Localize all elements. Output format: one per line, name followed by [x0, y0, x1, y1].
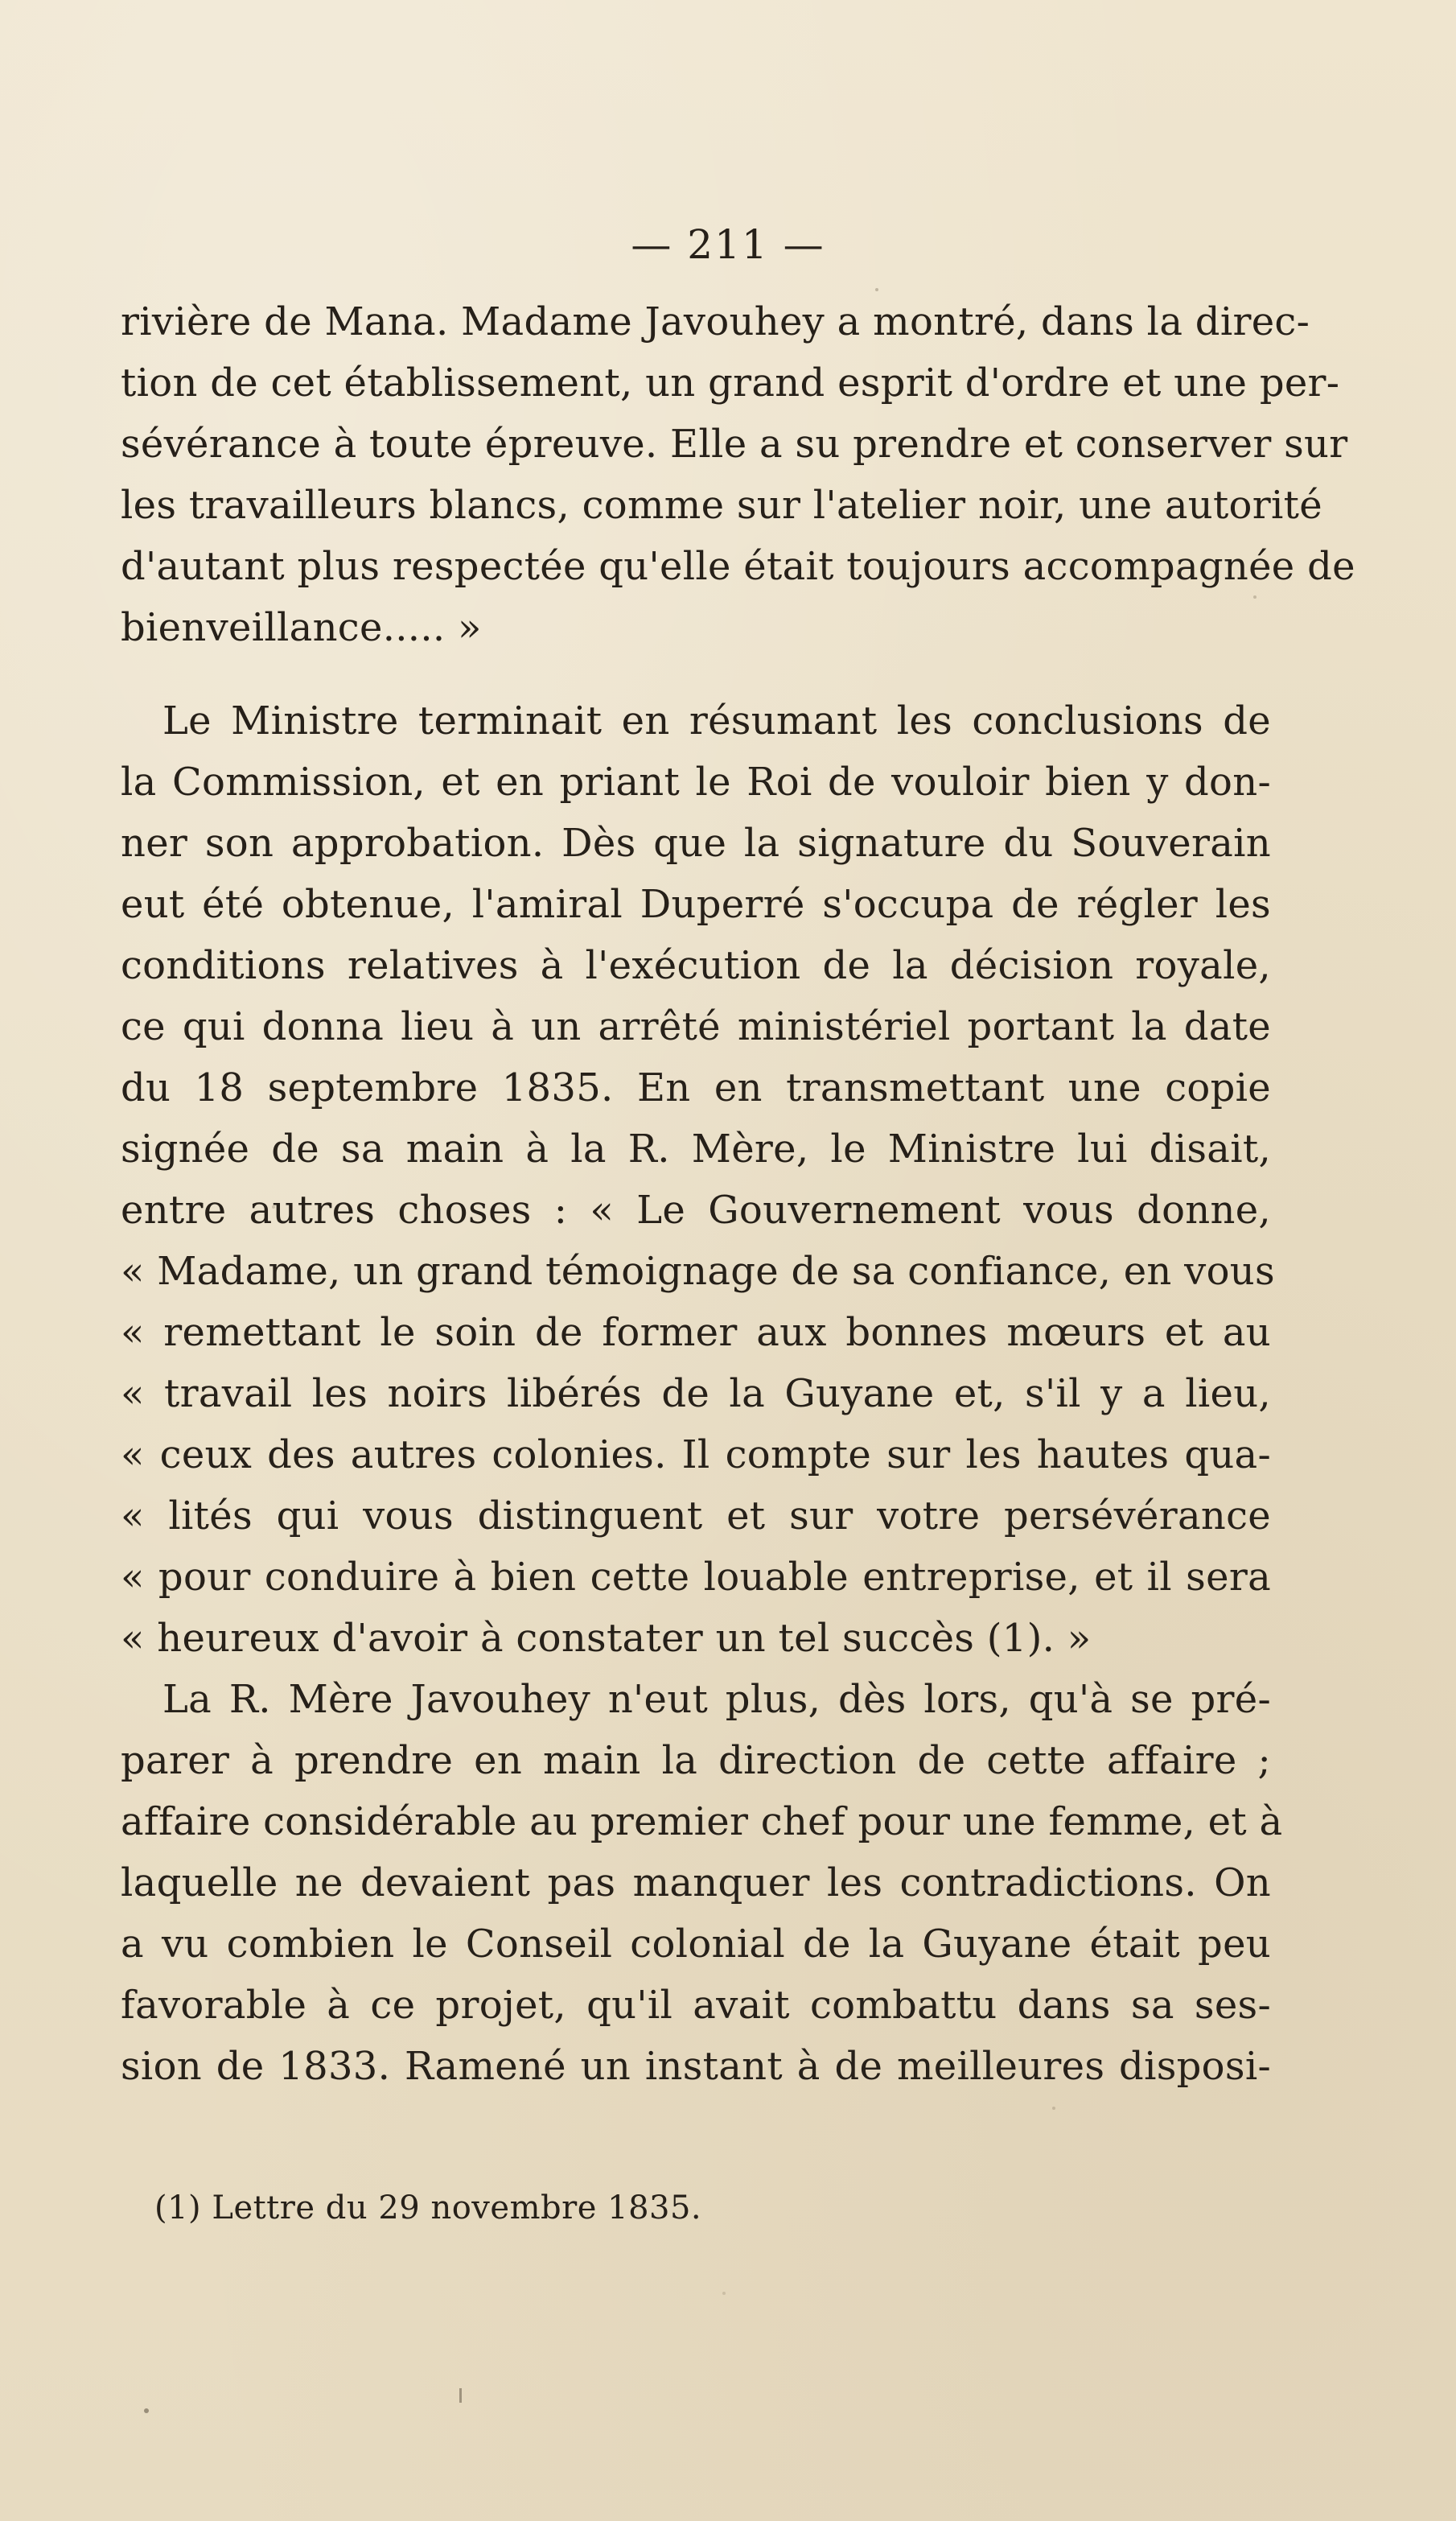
- text-line: « lités qui vous distinguent et sur votre persévérance: [121, 1493, 1271, 1539]
- text-line: du 18 septembre 1835. En en transmettant une copie: [121, 1065, 1271, 1110]
- text-line: bienveillance..... »: [121, 605, 482, 650]
- text-line: « travail les noirs libérés de la Guyane et, s'il y a lieu,: [121, 1371, 1271, 1416]
- text-line: « heureux d'avoir à constater un tel succès (1). »: [121, 1616, 1092, 1661]
- text-line: Le Ministre terminait en résumant les conclusions de: [162, 698, 1271, 744]
- text-line: La R. Mère Javouhey n'eut plus, dès lors, qu'à se pré-: [162, 1677, 1271, 1722]
- text-line: a vu combien le Conseil colonial de la Guyane était peu: [121, 1922, 1271, 1967]
- text-line: entre autres choses : « Le Gouvernement vous donne,: [121, 1188, 1271, 1233]
- text-line: sion de 1833. Ramené un instant à de meilleures disposi-: [121, 2044, 1271, 2089]
- footnote: (1) Lettre du 29 novembre 1835.: [154, 2189, 702, 2226]
- text-line: favorable à ce projet, qu'il avait combattu dans sa ses-: [121, 1983, 1271, 2028]
- text-line: parer à prendre en main la direction de cette affaire ;: [121, 1738, 1271, 1783]
- text-line: ce qui donna lieu à un arrêté ministériel portant la date: [121, 1004, 1271, 1049]
- text-line: signée de sa main à la R. Mère, le Ministre lui disait,: [121, 1127, 1271, 1172]
- text-line: « ceux des autres colonies. Il compte sur les hautes qua-: [121, 1432, 1271, 1477]
- text-line: « Madame, un grand témoignage de sa confiance, en vous: [121, 1249, 1275, 1294]
- text-line: sévérance à toute épreuve. Elle a su prendre et conserver sur: [121, 422, 1348, 467]
- paragraph-spacer: [121, 658, 1271, 690]
- text-line: « remettant le soin de former aux bonnes mœurs et au: [121, 1310, 1271, 1355]
- text-line: ner son approbation. Dès que la signature du Souverain: [121, 821, 1271, 866]
- text-line: la Commission, et en priant le Roi de vouloir bien y don-: [121, 760, 1271, 805]
- text-line: affaire considérable au premier chef pour une femme, et à: [121, 1799, 1283, 1844]
- text-line: laquelle ne devaient pas manquer les contradictions. On: [121, 1860, 1271, 1905]
- text-line: « pour conduire à bien cette louable entreprise, et il sera: [121, 1555, 1271, 1600]
- body-text: [121, 291, 1355, 2097]
- page-number: — 211 —: [631, 221, 825, 268]
- text-line: eut été obtenue, l'amiral Duperré s'occupa de régler les: [121, 882, 1271, 927]
- text-line: tion de cet établissement, un grand esprit d'ordre et une per-: [121, 360, 1340, 406]
- text-line: les travailleurs blancs, comme sur l'atelier noir, une autorité: [121, 483, 1322, 528]
- text-line: conditions relatives à l'exécution de la décision royale,: [121, 943, 1271, 988]
- text-line: d'autant plus respectée qu'elle était toujours accompagnée de: [121, 544, 1355, 589]
- text-line: rivière de Mana. Madame Javouhey a montré, dans la direc-: [121, 299, 1310, 344]
